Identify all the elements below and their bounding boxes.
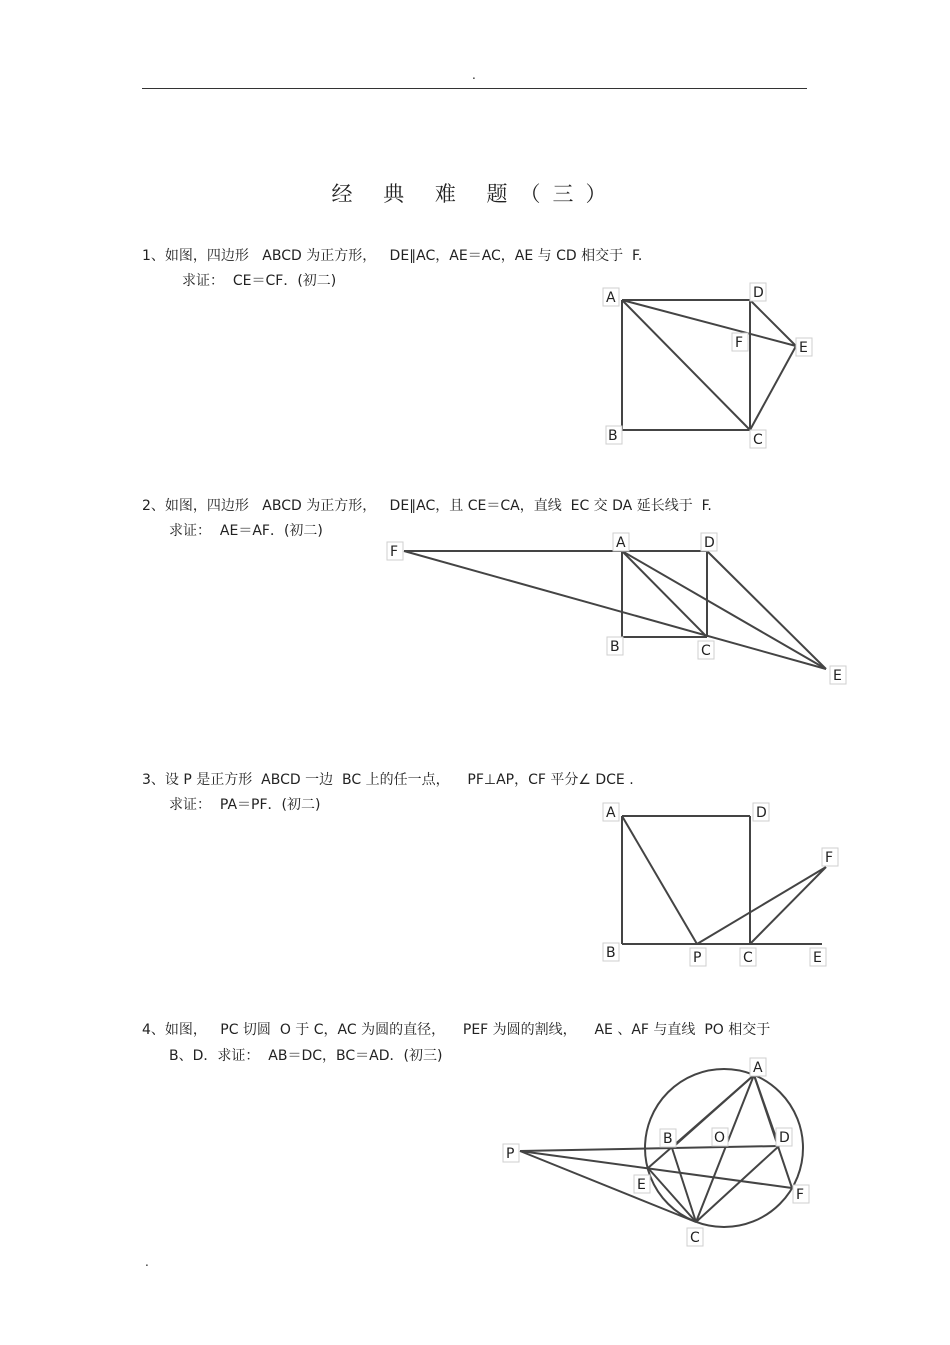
problem-1-prove: 求证： CE＝CF．(初二)	[182, 273, 337, 289]
label-B: B	[606, 945, 616, 961]
label-C: C	[743, 950, 753, 966]
segment-PD	[520, 1146, 779, 1151]
label-F: F	[735, 335, 744, 351]
label-F: F	[796, 1187, 805, 1203]
header-dot: .	[472, 68, 476, 82]
label-E: E	[833, 668, 842, 684]
label-B: B	[608, 428, 618, 444]
problem-4-prove: B、D．求证： AB＝DC，BC＝AD．(初三)	[169, 1048, 443, 1064]
segment-PF	[520, 1151, 792, 1188]
label-O: O	[714, 1130, 726, 1146]
problem-3-statement: 3、设 P 是正方形 ABCD 一边 BC 上的任一点， PF⊥AP，CF 平分∠ DCE .	[142, 772, 634, 788]
label-B: B	[610, 639, 620, 655]
label-E: E	[813, 950, 822, 966]
page-title: 经 典 难 题（三）	[331, 182, 619, 206]
segment-PC	[520, 1151, 696, 1222]
label-E: E	[799, 340, 808, 356]
segment-EC	[648, 1168, 696, 1222]
problem-4-statement: 4、如图， PC 切圆 O 于 C，AC 为圆的直径， PEF 为圆的割线， AE 、AF 与直线 PO 相交于	[142, 1022, 771, 1038]
label-C: C	[690, 1230, 700, 1246]
label-C: C	[701, 643, 711, 659]
label-E: E	[637, 1177, 646, 1193]
label-C: C	[753, 432, 763, 448]
problem-2-statement: 2、如图，四边形 ABCD 为正方形， DE∥AC，且 CE＝CA，直线 EC 交 DA 延长线于 F.	[142, 498, 712, 514]
label-D: D	[753, 285, 764, 301]
label-P: P	[693, 950, 702, 966]
label-A: A	[606, 805, 616, 821]
problem-2-prove: 求证： AE＝AF．(初二)	[169, 523, 323, 539]
label-D: D	[779, 1130, 790, 1146]
label-F: F	[390, 544, 399, 560]
segment-DA	[754, 1075, 779, 1146]
label-A: A	[753, 1060, 763, 1076]
label-D: D	[704, 535, 715, 551]
label-F: F	[825, 850, 834, 866]
label-P: P	[506, 1146, 515, 1162]
segment-AC	[696, 1075, 754, 1222]
problem-1-statement: 1、如图，四边形 ABCD 为正方形， DE∥AC，AE＝AC，AE 与 CD 相交于 F.	[142, 248, 643, 264]
label-A: A	[606, 290, 616, 306]
label-A: A	[616, 535, 626, 551]
problem-3-prove: 求证： PA＝PF．(初二)	[169, 797, 321, 813]
footer-dot: .	[145, 1255, 149, 1269]
label-B: B	[663, 1131, 673, 1147]
label-D: D	[756, 805, 767, 821]
